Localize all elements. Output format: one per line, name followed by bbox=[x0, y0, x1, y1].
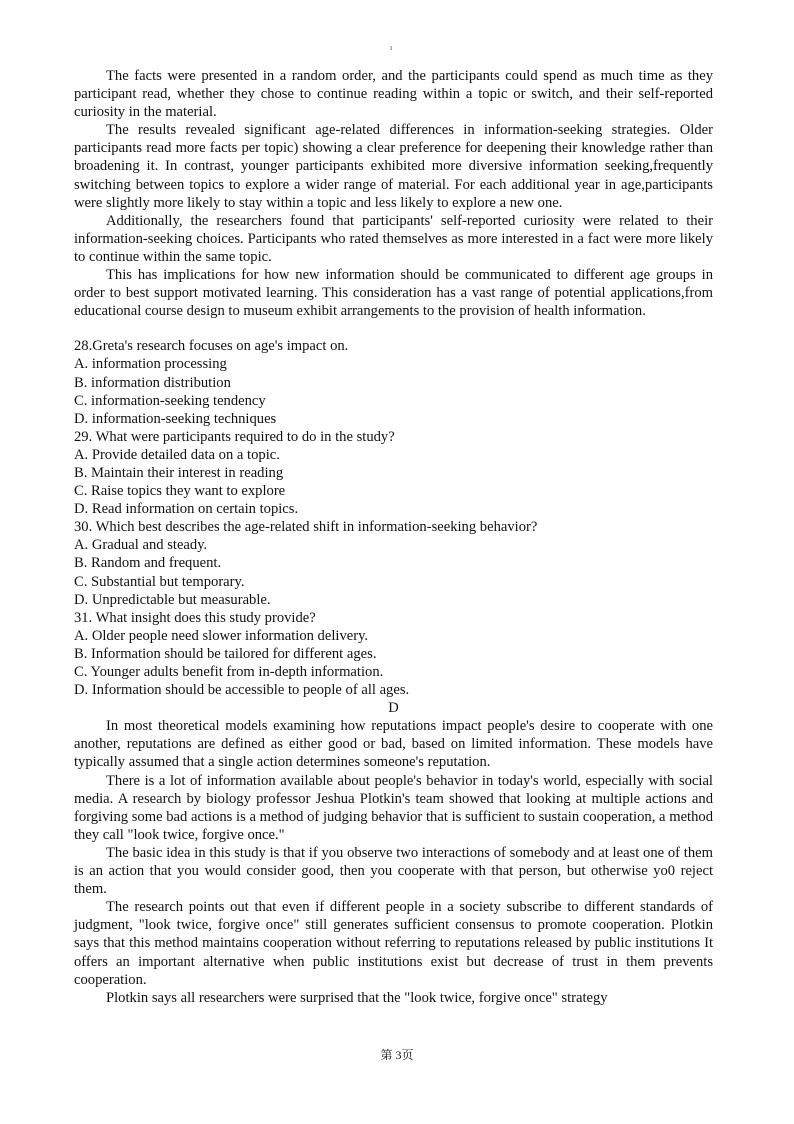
option-a: A. Older people need slower information delivery. bbox=[74, 627, 369, 644]
option-a: A. Gradual and steady. bbox=[74, 537, 208, 554]
question-stem: 28.Greta's research focuses on age's impact on. bbox=[74, 338, 349, 355]
option-c: C. Younger adults benefit from in-depth information. bbox=[74, 664, 384, 680]
passage-c-paragraph: The results revealed significant age-related differences in information-seeking strategies. Older participants read more facts per topic) showing a clear preference for deepening their knowledge rather than broadening it. In contrast, younger participants exhibited more diversive information seeking,frequently switching between topics to explore a wider range of material. For each additional year in age,participants were slightly more likely to stay within a topic and less likely to explore a new one. bbox=[74, 122, 713, 211]
option-b: B. information distribution bbox=[74, 374, 231, 391]
question-30 bbox=[74, 518, 713, 608]
option-d: D. Read information on certain topics. bbox=[74, 501, 299, 518]
option-b: B. Random and frequent. bbox=[74, 555, 222, 572]
page-number: 第 3页 bbox=[380, 1048, 414, 1062]
question-31 bbox=[74, 609, 713, 699]
passage-c-paragraph: Additionally, the researchers found that participants' self-reported curiosity were related to their information-seeking choices. Participants who rated themselves as more interested in a fact were more likely to continue within the same topic. bbox=[74, 212, 713, 265]
option-d: D. information-seeking techniques bbox=[74, 410, 277, 427]
question-28 bbox=[74, 337, 713, 427]
option-b: B. Information should be tailored for different ages. bbox=[74, 645, 377, 662]
option-c: C. information-seeking tendency bbox=[74, 392, 266, 409]
option-a: A. information processing bbox=[74, 356, 227, 373]
passage-d-paragraph: There is a lot of information available about people's behavior in today's world, especially with social media. A research by biology professor Jeshua Plotkin's team showed that looking at multiple actions and forgiving some bad actions is a method of judging behavior that is sufficient to sustain cooperation, a method they call "look twice, forgive once." bbox=[74, 772, 713, 843]
option-c: C. Substantial but temporary. bbox=[74, 573, 245, 590]
header-mark: ı bbox=[390, 43, 393, 52]
passage-d-paragraph: In most theoretical models examining how reputations impact people's desire to cooperate with one another, reputations are defined as either good or bad, based on limited information. These models have typically assumed that a single action determines someone's reputation. bbox=[74, 718, 713, 771]
passage-d-paragraph: The research points out that even if different people in a society subscribe to different standards of judgment, "look twice, forgive once" still generates sufficient consensus to promote cooperation. Plotkin says that this method maintains cooperation without referring to reputations released by public institutions It offers an important alternative when public institutions exist but decrease of trust in them prevents cooperation. bbox=[74, 899, 713, 988]
question-29 bbox=[74, 428, 713, 518]
section-heading-d: D bbox=[388, 700, 399, 717]
option-a: A. Provide detailed data on a topic. bbox=[74, 446, 280, 463]
question-stem: 29. What were participants required to do in the study? bbox=[74, 428, 395, 445]
passage-d-paragraph: Plotkin says all researchers were surprised that the "look twice, forgive once" strategy bbox=[106, 989, 608, 1006]
section-gap bbox=[74, 320, 713, 337]
passage-d-paragraph: The basic idea in this study is that if you observe two interactions of somebody and at least one of them is an action that you would consider good, then you cooperate with that person, but otherwise yo0 reject them. bbox=[74, 844, 713, 898]
option-d: D. Information should be accessible to people of all ages. bbox=[74, 682, 410, 699]
question-stem: 31. What insight does this study provide? bbox=[74, 609, 316, 626]
question-stem: 30. Which best describes the age-related shift in information-seeking behavior? bbox=[74, 519, 538, 536]
passage-c-paragraph: This has implications for how new information should be communicated to different age groups in order to best support motivated learning. This consideration has a vast range of potential applications,from educational course design to museum exhibit arrangements to the provision of health information. bbox=[74, 267, 713, 320]
passage-c-paragraph: The facts were presented in a random order, and the participants could spend as much time as they participant read, whether they chose to continue reading within a topic or switch, and their self-reported curiosity in the material. bbox=[74, 68, 713, 121]
option-b: B. Maintain their interest in reading bbox=[74, 464, 284, 481]
option-c: C. Raise topics they want to explore bbox=[74, 483, 286, 500]
option-d: D. Unpredictable but measurable. bbox=[74, 591, 271, 608]
document-body bbox=[74, 67, 713, 1007]
